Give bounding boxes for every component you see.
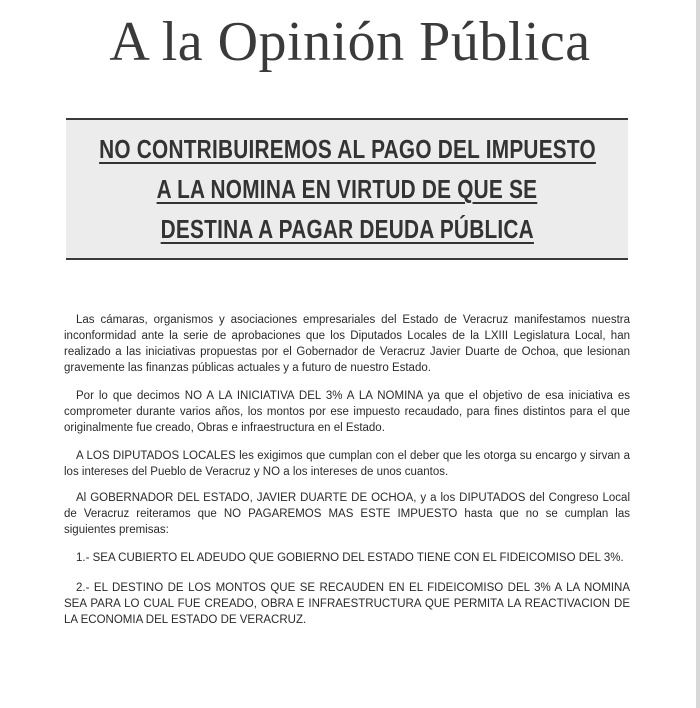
statement-banner xyxy=(66,118,628,260)
headline: A la Opinión Pública xyxy=(109,11,591,73)
body-paragraph: Al GOBERNADOR DEL ESTADO, JAVIER DUARTE DE OCHOA, y a los DIPUTADOS del Congreso Local de Veracruz reiteramos que NO PAGAREMOS MAS ESTE IMPUESTO hasta que no se cumplan las siguientes premisas: xyxy=(64,492,630,536)
banner-line: A LA NOMINA EN VIRTUD DE QUE SE xyxy=(156,174,538,204)
body-paragraph: Las cámaras, organismos y asociaciones empresariales del Estado de Veracruz manifestamos nuestra inconformidad ante la serie de aprobaciones que los Diputados Locales de la LXIII Legislatura Local, han realizado a las iniciativas propuestas por el Gobernador de Veracruz Javier Duarte de Ochoa, que lesionan gravemente las finanzas públicas actuales y a futuro de nuestro Estado. xyxy=(64,314,630,374)
premise-item: 2.- EL DESTINO DE LOS MONTOS QUE SE RECAUDEN EN EL FIDEICOMISO DEL 3% A LA NOMINA SEA PARA LO CUAL FUE CREADO, OBRA E INFRAESTRUCTURA QUE PERMITA LA REACTIVACION DE LA ECONOMIA DEL ESTADO DE VERACRUZ. xyxy=(64,582,630,626)
body-paragraph: A LOS DIPUTADOS LOCALES les exigimos que cumplan con el deber que les otorga su encargo y sirvan a los intereses del Pueblo de Veracruz y NO a los intereses de unos cuantos. xyxy=(64,450,630,478)
banner-line: NO CONTRIBUIREMOS AL PAGO DEL IMPUESTO xyxy=(98,134,596,164)
banner-line: DESTINA A PAGAR DEUDA PÚBLICA xyxy=(160,214,534,244)
body-paragraph: Por lo que decimos NO A LA INICIATIVA DEL 3% A LA NOMINA ya que el objetivo de esa iniciativa es comprometer durante varios años, los montos por ese impuesto recaudado, para fines distintos para el que originalmente fue creado, Obras e infraestructura en el Estado. xyxy=(64,390,630,434)
premise-item: 1.- SEA CUBIERTO EL ADEUDO QUE GOBIERNO DEL ESTADO TIENE CON EL FIDEICOMISO DEL 3%. xyxy=(76,552,624,564)
page-edge-shadow xyxy=(696,0,700,708)
statement-body xyxy=(64,312,630,642)
